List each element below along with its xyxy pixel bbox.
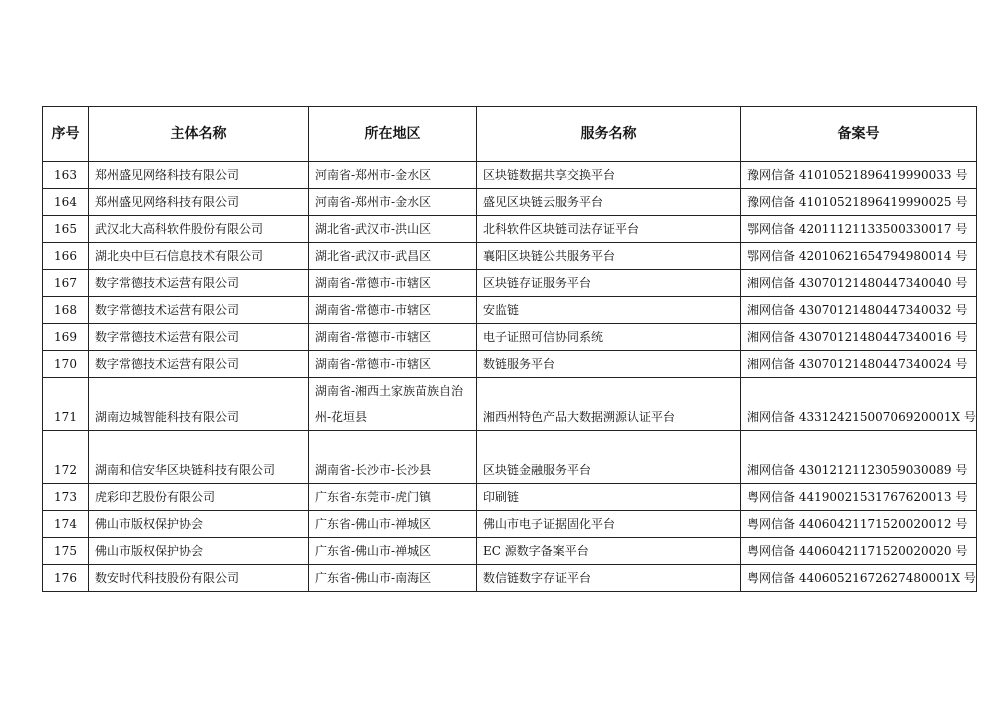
cell-record: 粤网信备 44060521672627480001X 号 (741, 565, 977, 592)
cell-entity: 数字常德技术运营有限公司 (89, 324, 309, 351)
cell-record: 豫网信备 41010521896419990033 号 (741, 162, 977, 189)
table-row (43, 378, 977, 431)
cell-service: 区块链数据共享交换平台 (477, 162, 741, 189)
cell-service: 湘西州特色产品大数据溯源认证平台 (477, 378, 741, 431)
cell-service: 数链服务平台 (477, 351, 741, 378)
table-row (43, 270, 977, 297)
table-row (43, 324, 977, 351)
table-body (43, 162, 977, 592)
cell-no: 166 (43, 243, 89, 270)
cell-entity: 湖南边城智能科技有限公司 (89, 378, 309, 431)
cell-service: 盛见区块链云服务平台 (477, 189, 741, 216)
table-row (43, 189, 977, 216)
table-row (43, 297, 977, 324)
cell-entity: 佛山市版权保护协会 (89, 511, 309, 538)
cell-entity: 数安时代科技股份有限公司 (89, 565, 309, 592)
cell-region: 湖南省-常德市-市辖区 (309, 351, 477, 378)
cell-no: 170 (43, 351, 89, 378)
cell-no: 176 (43, 565, 89, 592)
cell-record: 豫网信备 41010521896419990025 号 (741, 189, 977, 216)
cell-service: 北科软件区块链司法存证平台 (477, 216, 741, 243)
cell-entity: 武汉北大高科软件股份有限公司 (89, 216, 309, 243)
cell-no: 165 (43, 216, 89, 243)
table-row (43, 431, 977, 484)
cell-region: 湖南省-常德市-市辖区 (309, 297, 477, 324)
cell-service: 印刷链 (477, 484, 741, 511)
cell-region: 湖北省-武汉市-洪山区 (309, 216, 477, 243)
cell-service: 区块链存证服务平台 (477, 270, 741, 297)
cell-no: 168 (43, 297, 89, 324)
cell-service: 安监链 (477, 297, 741, 324)
cell-record: 湘网信备 43070121480447340032 号 (741, 297, 977, 324)
cell-entity: 数字常德技术运营有限公司 (89, 270, 309, 297)
table-row (43, 162, 977, 189)
cell-record: 粤网信备 44060421171520020012 号 (741, 511, 977, 538)
cell-record: 粤网信备 44060421171520020020 号 (741, 538, 977, 565)
cell-record: 湘网信备 43312421500706920001X 号 (741, 378, 977, 431)
cell-record: 鄂网信备 42011121133500330017 号 (741, 216, 977, 243)
table-row (43, 216, 977, 243)
cell-no: 173 (43, 484, 89, 511)
cell-entity: 数字常德技术运营有限公司 (89, 351, 309, 378)
cell-entity: 湖南和信安华区块链科技有限公司 (89, 431, 309, 484)
header-service: 服务名称 (477, 107, 741, 162)
cell-entity: 虎彩印艺股份有限公司 (89, 484, 309, 511)
cell-no: 174 (43, 511, 89, 538)
cell-region: 广东省-佛山市-禅城区 (309, 538, 477, 565)
cell-region: 广东省-东莞市-虎门镇 (309, 484, 477, 511)
table-row (43, 351, 977, 378)
record-table (42, 106, 977, 592)
cell-service: 佛山市电子证据固化平台 (477, 511, 741, 538)
header-entity: 主体名称 (89, 107, 309, 162)
cell-region: 河南省-郑州市-金水区 (309, 189, 477, 216)
header-record: 备案号 (741, 107, 977, 162)
table-row (43, 511, 977, 538)
table-header (43, 107, 977, 162)
cell-region: 广东省-佛山市-禅城区 (309, 511, 477, 538)
cell-entity: 郑州盛见网络科技有限公司 (89, 189, 309, 216)
cell-entity: 佛山市版权保护协会 (89, 538, 309, 565)
cell-service: 襄阳区块链公共服务平台 (477, 243, 741, 270)
header-no: 序号 (43, 107, 89, 162)
cell-entity: 郑州盛见网络科技有限公司 (89, 162, 309, 189)
cell-record: 湘网信备 43070121480447340040 号 (741, 270, 977, 297)
cell-record: 粤网信备 44190021531767620013 号 (741, 484, 977, 511)
cell-record: 湘网信备 43070121480447340024 号 (741, 351, 977, 378)
cell-service: 区块链金融服务平台 (477, 431, 741, 484)
cell-region: 湖南省-湘西土家族苗族自治州-花垣县 (309, 378, 477, 431)
cell-service: 数信链数字存证平台 (477, 565, 741, 592)
cell-region: 湖南省-长沙市-长沙县 (309, 431, 477, 484)
cell-no: 175 (43, 538, 89, 565)
cell-service: EC 源数字备案平台 (477, 538, 741, 565)
cell-service: 电子证照可信协同系统 (477, 324, 741, 351)
cell-no: 171 (43, 378, 89, 431)
cell-region: 湖南省-常德市-市辖区 (309, 270, 477, 297)
header-region: 所在地区 (309, 107, 477, 162)
cell-record: 鄂网信备 42010621654794980014 号 (741, 243, 977, 270)
cell-entity: 数字常德技术运营有限公司 (89, 297, 309, 324)
cell-record: 湘网信备 43070121480447340016 号 (741, 324, 977, 351)
table-row (43, 484, 977, 511)
cell-no: 172 (43, 431, 89, 484)
cell-no: 169 (43, 324, 89, 351)
table-row (43, 538, 977, 565)
cell-no: 163 (43, 162, 89, 189)
cell-record: 湘网信备 43012121123059030089 号 (741, 431, 977, 484)
cell-region: 广东省-佛山市-南海区 (309, 565, 477, 592)
cell-region: 河南省-郑州市-金水区 (309, 162, 477, 189)
table-row (43, 565, 977, 592)
cell-region: 湖南省-常德市-市辖区 (309, 324, 477, 351)
cell-region: 湖北省-武汉市-武昌区 (309, 243, 477, 270)
cell-no: 167 (43, 270, 89, 297)
header-row (43, 107, 977, 162)
table-row (43, 243, 977, 270)
cell-entity: 湖北央中巨石信息技术有限公司 (89, 243, 309, 270)
cell-no: 164 (43, 189, 89, 216)
